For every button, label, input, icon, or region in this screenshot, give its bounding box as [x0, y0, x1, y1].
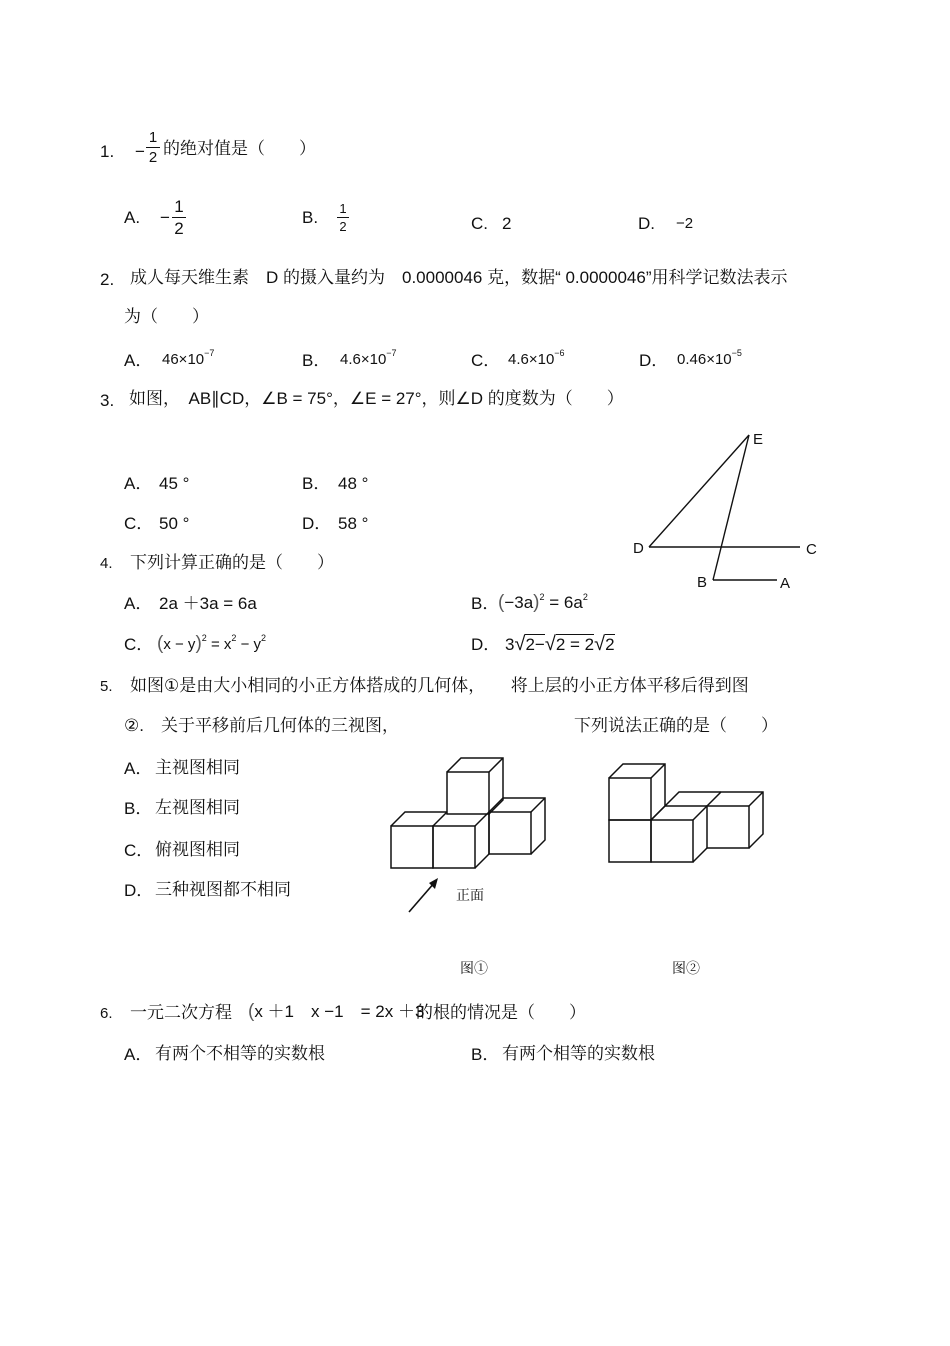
line-de	[649, 435, 749, 547]
question-stem: 的根的情况是（ ）	[416, 1003, 586, 1022]
question-stem: ②. 关于平移前后几何体的三视图，	[124, 716, 399, 735]
figure-caption: 图②	[672, 962, 700, 977]
option-label: B．	[302, 351, 331, 370]
option-label: A．	[124, 594, 153, 613]
question-stem: 如图①是由大小相同的小正方体搭成的几何体， 将上层的小正方体平移后得到图	[130, 676, 749, 695]
option-value: 有两个相等的实数根	[502, 1044, 655, 1063]
option-label: B.	[302, 208, 319, 227]
fraction: 1 2	[172, 198, 186, 237]
question-stem: 下列说法正确的是（ ）	[574, 716, 778, 735]
point-label-c: C	[806, 541, 817, 558]
option-label: D.	[638, 214, 655, 233]
option-label: C．	[124, 635, 154, 654]
question-number: 2.	[100, 270, 115, 289]
option-value: 2	[502, 214, 512, 233]
question-stem: 下列计算正确的是（ ）	[130, 553, 334, 572]
option-label: C．	[124, 514, 154, 533]
line-be	[713, 435, 749, 580]
question-number: 6.	[100, 1005, 113, 1022]
cube-edge	[693, 806, 707, 820]
option-label: D．	[302, 514, 332, 533]
question-number: 1.	[100, 142, 115, 161]
cube-face	[433, 826, 475, 868]
equation: (x ＋1 x −1 = 2x ＋3	[248, 1001, 425, 1022]
option-value: 三种视图都不相同	[155, 880, 291, 899]
option-label: B．	[124, 799, 153, 818]
option-label: B．	[471, 1045, 500, 1064]
cube-face	[609, 820, 651, 862]
option-value: $46\times 10^{-7}$	[162, 348, 215, 368]
option-value: 48 °	[338, 474, 369, 493]
option-label: D．	[639, 351, 669, 370]
option-label: A．	[124, 474, 153, 493]
option-value: 50 °	[159, 514, 190, 533]
option-value: 左视图相同	[155, 798, 240, 817]
cube-edge	[651, 764, 665, 778]
figure-caption: 图①	[460, 962, 488, 977]
question-number: 4.	[100, 555, 113, 572]
option-label: D．	[124, 881, 154, 900]
cube-edge	[489, 758, 503, 772]
option-label: B．	[471, 594, 500, 613]
option-value: 俯视图相同	[155, 840, 240, 859]
option-value: $(x - y)^2 = x^2 - y^2$	[157, 633, 267, 654]
point-label-a: A	[780, 575, 791, 592]
neg-sign: −	[135, 142, 145, 161]
front-arrow	[409, 882, 435, 912]
parallel-lines-figure	[620, 425, 830, 595]
cube-edge	[475, 854, 489, 868]
cube-face	[391, 826, 433, 868]
option-value: $0.46\times 10^{-5}$	[677, 348, 742, 368]
cube-figure-2	[600, 755, 775, 870]
cube-face	[651, 820, 693, 862]
cube-face	[489, 812, 531, 854]
question-stem: 如图， AB∥CD，∠B = 75°，∠E = 27°，则∠D 的度数为（ ）	[129, 389, 624, 408]
fraction: 1 2	[337, 202, 349, 233]
option-value: −2	[676, 215, 694, 232]
option-label: B．	[302, 474, 331, 493]
option-value: 58 °	[338, 514, 369, 533]
option-value: 有两个不相等的实数根	[155, 1044, 325, 1063]
cube-face	[447, 772, 489, 814]
question-stem: 的绝对值是（ ）	[163, 139, 316, 158]
option-value: 2a ＋3a = 6a	[159, 594, 257, 613]
option-value: $4.6\times 10^{-6}$	[508, 348, 565, 368]
option-label: A．	[124, 351, 153, 370]
point-label-d: D	[633, 540, 644, 557]
option-label: A．	[124, 1045, 153, 1064]
cube-edge	[433, 812, 447, 826]
cube-edge	[693, 848, 707, 862]
question-stem: 为（ ）	[124, 307, 209, 326]
option-label: C．	[124, 841, 154, 860]
option-label: D．	[471, 635, 501, 654]
question-stem: 一元二次方程	[130, 1003, 232, 1022]
option-value: 主视图相同	[155, 758, 240, 777]
option-value: $4.6\times 10^{-7}$	[340, 348, 397, 368]
fraction: 1 2	[146, 130, 160, 165]
option-value: $(-3a)^2 = 6a^2$	[498, 592, 588, 613]
option-value: 45 °	[159, 474, 190, 493]
cube-edge	[391, 812, 447, 826]
cube-edge	[531, 798, 545, 812]
question-number: 3.	[100, 391, 115, 410]
option-label: A．	[124, 759, 153, 778]
question-stem: 成人每天维生素 D 的摄入量约为 0.0000046 克，数据“ 0.0000046”用科学记数法表示	[130, 268, 788, 287]
option-value: 3√2−√2 = 2√2	[505, 633, 615, 655]
option-label: C.	[471, 214, 488, 233]
point-label-b: B	[697, 574, 708, 591]
cube-face	[707, 806, 749, 848]
option-label: C．	[471, 351, 501, 370]
question-number: 5.	[100, 678, 113, 695]
front-label: 正面	[456, 887, 484, 903]
cube-face	[609, 778, 651, 820]
cube-edge	[651, 806, 707, 820]
cube-edge	[665, 792, 721, 806]
neg-sign: −	[160, 208, 170, 227]
point-label-e: E	[753, 431, 764, 448]
cube-edge	[749, 792, 763, 806]
option-label: A.	[124, 208, 141, 227]
